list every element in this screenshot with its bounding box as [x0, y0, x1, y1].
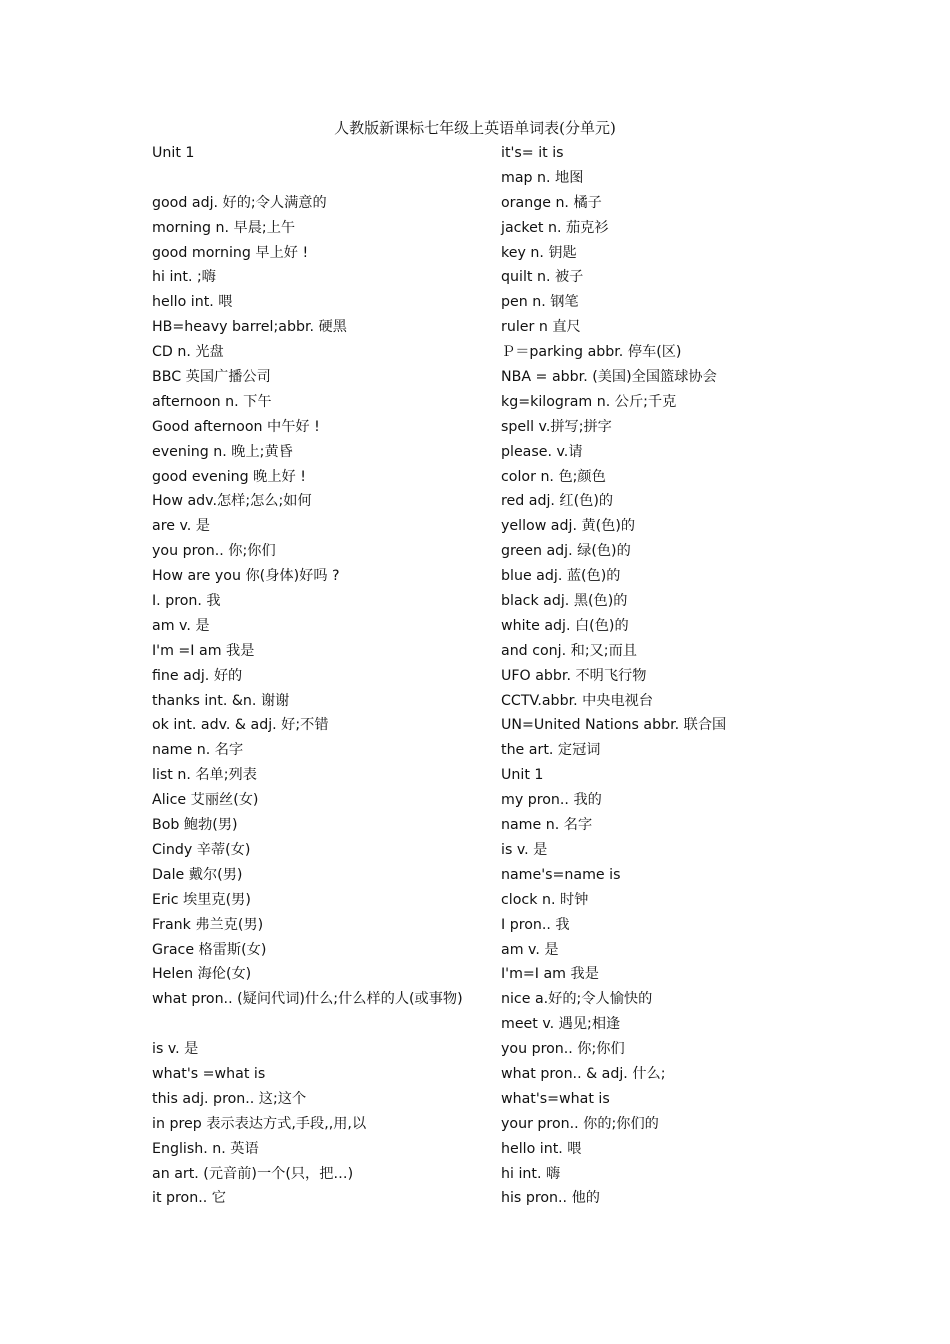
vocab-entry: and conj. 和;又;而且 [501, 642, 637, 659]
left-vocabulary-column [152, 141, 472, 1211]
vocab-entry: is v. 是 [501, 841, 548, 858]
vocab-entry: evening n. 晚上;黄昏 [152, 443, 293, 460]
vocab-entry: hi int. ;嗨 [152, 269, 216, 286]
vocab-entry: please. v.请 [501, 443, 583, 460]
vocab-entry: white adj. 白(色)的 [501, 617, 629, 634]
blank-line [152, 166, 472, 191]
vocab-entry: good morning 早上好 ! [152, 244, 309, 261]
vocab-entry: Eric 埃里克(男) [152, 891, 251, 908]
vocab-entry: it's= it is [501, 145, 564, 161]
vocab-entry: kg=kilogram n. 公斤;千克 [501, 393, 677, 410]
vocab-entry: good evening 晚上好 ! [152, 468, 306, 485]
vocab-entry: hello int. 喂 [501, 1140, 582, 1157]
vocab-entry: hi int. 嗨 [501, 1165, 561, 1182]
vocab-entry: ruler n 直尺 [501, 319, 581, 336]
vocab-entry: Good afternoon 中午好 ! [152, 418, 320, 435]
vocab-entry: Grace 格雷斯(女) [152, 941, 267, 958]
document-title: 人教版新课标七年级上英语单词表(分单元) [334, 119, 616, 137]
vocab-entry: am v. 是 [501, 941, 559, 958]
vocab-entry: an art. (元音前)一个(只，把…) [152, 1165, 354, 1182]
vocab-entry: yellow adj. 黄(色)的 [501, 518, 636, 535]
vocab-entry: red adj. 红(色)的 [501, 493, 614, 510]
vocab-entry: pen n. 钢笔 [501, 294, 579, 311]
vocab-entry: am v. 是 [152, 617, 210, 634]
vocab-entry: blue adj. 蓝(色)的 [501, 568, 621, 585]
vocab-entry: in prep 表示表达方式,手段,,用,以 [152, 1115, 367, 1132]
vocab-entry: this adj. pron.. 这;这个 [152, 1090, 307, 1107]
vocab-entry: I. pron. 我 [152, 593, 221, 610]
vocab-entry: fine adj. 好的 [152, 667, 243, 684]
vocab-entry: you pron.. 你;你们 [152, 543, 276, 560]
vocab-entry: clock n. 时钟 [501, 891, 589, 908]
vocab-entry: map n. 地图 [501, 169, 584, 186]
right-vocabulary-column [501, 141, 801, 1211]
vocab-entry: color n. 色;颜色 [501, 468, 606, 485]
vocab-entry: name's=name is [501, 866, 621, 883]
vocab-entry: orange n. 橘子 [501, 194, 602, 211]
vocab-entry: hello int. 喂 [152, 294, 233, 311]
vocab-entry: I pron.. 我 [501, 916, 570, 933]
vocab-entry: good adj. 好的;令人满意的 [152, 194, 327, 211]
vocab-entry: Unit 1 [501, 767, 544, 784]
vocab-entry: my pron.. 我的 [501, 792, 602, 809]
vocab-entry: jacket n. 茄克衫 [501, 219, 609, 236]
vocab-entry: it pron.. 它 [152, 1190, 226, 1207]
vocab-entry: quilt n. 被子 [501, 269, 584, 286]
vocab-entry: your pron.. 你的;你们的 [501, 1115, 659, 1132]
vocab-entry: name n. 名字 [152, 742, 244, 759]
vocab-entry: Unit 1 [152, 145, 195, 161]
vocab-entry: nice a.好的;令人愉快的 [501, 991, 653, 1008]
vocab-entry: what pron.. (疑问代词)什么;什么样的人(或事物) [152, 991, 463, 1008]
vocab-entry: what pron.. & adj. 什么; [501, 1065, 666, 1082]
vocab-entry: what's=what is [501, 1090, 610, 1107]
vocab-entry: thanks int. &n. 谢谢 [152, 692, 290, 709]
vocab-entry: green adj. 绿(色)的 [501, 543, 631, 560]
vocab-entry: key n. 钥匙 [501, 244, 577, 261]
vocab-entry: Cindy 辛蒂(女) [152, 841, 251, 858]
vocab-entry: How adv.怎样;怎么;如何 [152, 493, 312, 510]
vocab-entry: you pron.. 你;你们 [501, 1041, 625, 1058]
vocab-entry: I'm=I am 我是 [501, 966, 599, 983]
vocab-entry: are v. 是 [152, 518, 210, 535]
vocab-entry: Bob 鲍勃(男) [152, 817, 238, 834]
vocab-entry: I'm =I am 我是 [152, 642, 255, 659]
vocab-entry: BBC 英国广播公司 [152, 369, 271, 386]
vocab-entry: meet v. 遇见;相逢 [501, 1016, 621, 1033]
vocab-entry: UN=United Nations abbr. 联合国 [501, 717, 727, 734]
vocab-entry: Frank 弗兰克(男) [152, 916, 264, 933]
vocab-entry: spell v.拼写;拼字 [501, 418, 612, 435]
vocab-entry: English. n. 英语 [152, 1140, 259, 1157]
vocab-entry: Ｐ＝parking abbr. 停车(区) [501, 344, 682, 361]
vocab-entry: HB=heavy barrel;abbr. 硬黑 [152, 319, 347, 336]
vocab-entry: NBA = abbr. (美国)全国篮球协会 [501, 369, 717, 386]
vocab-entry: Helen 海伦(女) [152, 966, 252, 983]
vocab-entry: afternoon n. 下午 [152, 393, 272, 410]
vocab-entry: his pron.. 他的 [501, 1190, 600, 1207]
vocab-entry: the art. 定冠词 [501, 742, 601, 759]
vocab-entry: list n. 名单;列表 [152, 767, 257, 784]
vocab-entry: Alice 艾丽丝(女) [152, 792, 259, 809]
vocab-entry: How are you 你(身体)好吗 ? [152, 568, 340, 585]
vocab-entry: what's =what is [152, 1065, 266, 1082]
vocab-entry: ok int. adv. & adj. 好;不错 [152, 717, 329, 734]
vocab-entry: black adj. 黑(色)的 [501, 593, 628, 610]
vocab-entry: is v. 是 [152, 1041, 199, 1058]
vocab-entry: UFO abbr. 不明飞行物 [501, 667, 647, 684]
vocab-entry: CCTV.abbr. 中央电视台 [501, 692, 654, 709]
vocab-entry: CD n. 光盘 [152, 344, 224, 361]
vocab-entry: name n. 名字 [501, 817, 593, 834]
vocab-entry: Dale 戴尔(男) [152, 866, 243, 883]
vocab-entry: morning n. 早晨;上午 [152, 219, 296, 236]
